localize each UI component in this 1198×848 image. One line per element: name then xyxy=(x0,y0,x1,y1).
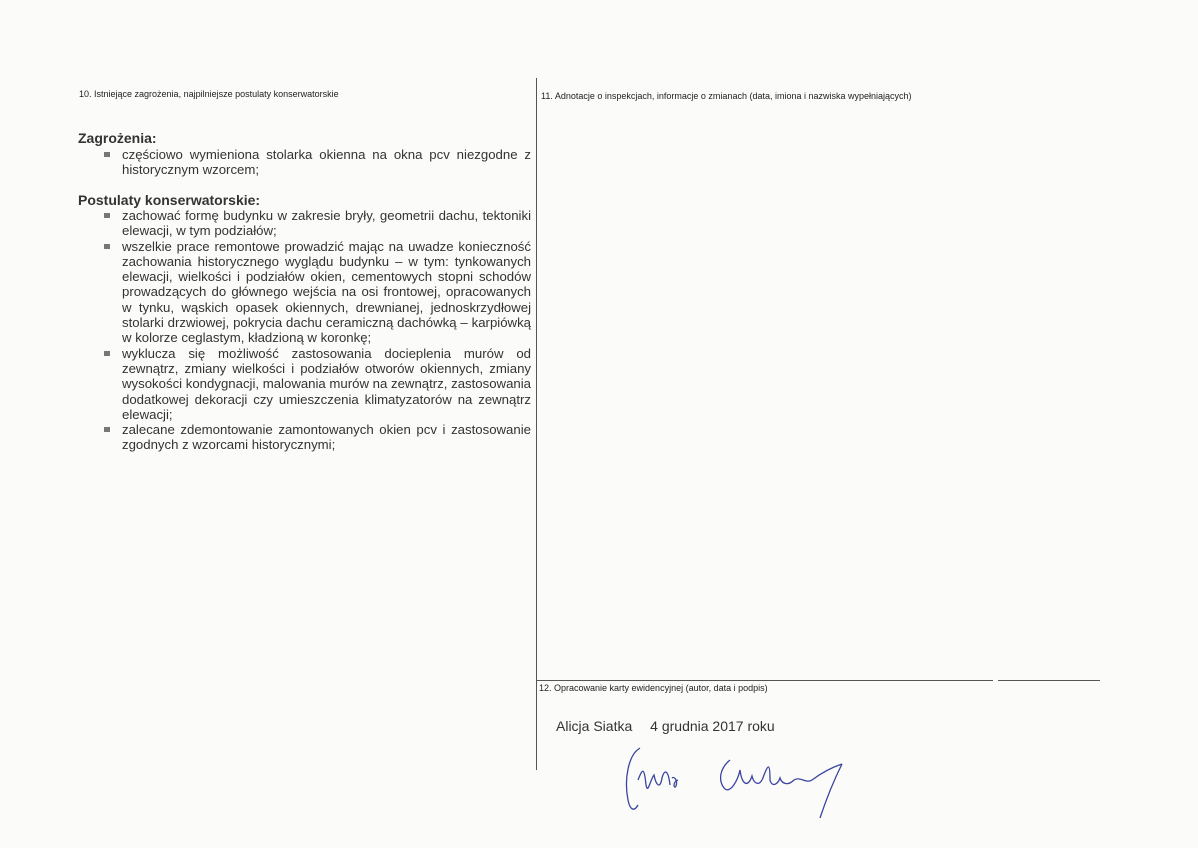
section-10-title: 10. Istniejące zagrożenia, najpilniejsze postulaty konserwatorskie xyxy=(79,89,339,99)
postulates-list xyxy=(76,208,531,453)
bullet-icon xyxy=(104,244,110,249)
postulate-item: wszelkie prace remontowe prowadzić mając na uwadze konieczność zachowania historycznego wyglądu budynku – w tym: tynkowanych elewacji, wielkości i podziałów okien, cementowych stopni schodów prowadzących do głównego wejścia na osi frontowej, opracowanych w tynku, wąskich opasek okiennych, drewnianej, jednoskrzydłowej stolarki drzwiowej, pokrycia dachu ceramiczną dachówką – karpiówką w kolorze ceglastym, kładzioną w koronkę; xyxy=(76,239,531,346)
handwritten-signature xyxy=(620,740,870,820)
card-date: 4 grudnia 2017 roku xyxy=(650,718,775,734)
threats-list xyxy=(76,147,531,178)
postulate-item: zalecane zdemontowanie zamontowanych okien pcv i zastosowanie zgodnych z wzorcami historycznymi; xyxy=(76,422,531,453)
section-divider xyxy=(536,680,993,681)
postulate-item: wyklucza się możliwość zastosowania docieplenia murów od zewnątrz, zmiany wielkości i podziałów otworów okiennych, zmiany wysokości kondygnacji, malowania murów na zewnątrz, zastosowania dodatkowej dekoracji czy umieszczenia klimatyzatorów na zewnątrz elewacji; xyxy=(76,346,531,422)
bullet-icon xyxy=(104,351,110,356)
author-line xyxy=(556,718,775,734)
threat-item: częściowo wymieniona stolarka okienna na okna pcv niezgodne z historycznym wzorcem; xyxy=(76,147,531,178)
section-12-title: 12. Opracowanie karty ewidencyjnej (autor, data i podpis) xyxy=(539,683,768,693)
section-11-title: 11. Adnotacje o inspekcjach, informacje o zmianach (data, imiona i nazwiska wypełniających) xyxy=(541,91,912,101)
bullet-icon xyxy=(104,427,110,432)
bullet-icon xyxy=(104,152,110,157)
column-divider xyxy=(536,78,537,770)
bullet-icon xyxy=(104,213,110,218)
section-divider-end xyxy=(998,680,1100,681)
postulate-item: zachować formę budynku w zakresie bryły, geometrii dachu, tektoniki elewacji, w tym podziałów; xyxy=(76,208,531,239)
threats-heading: Zagrożenia: xyxy=(78,130,157,146)
postulates-heading: Postulaty konserwatorskie: xyxy=(78,192,261,208)
author-name: Alicja Siatka xyxy=(556,718,633,734)
